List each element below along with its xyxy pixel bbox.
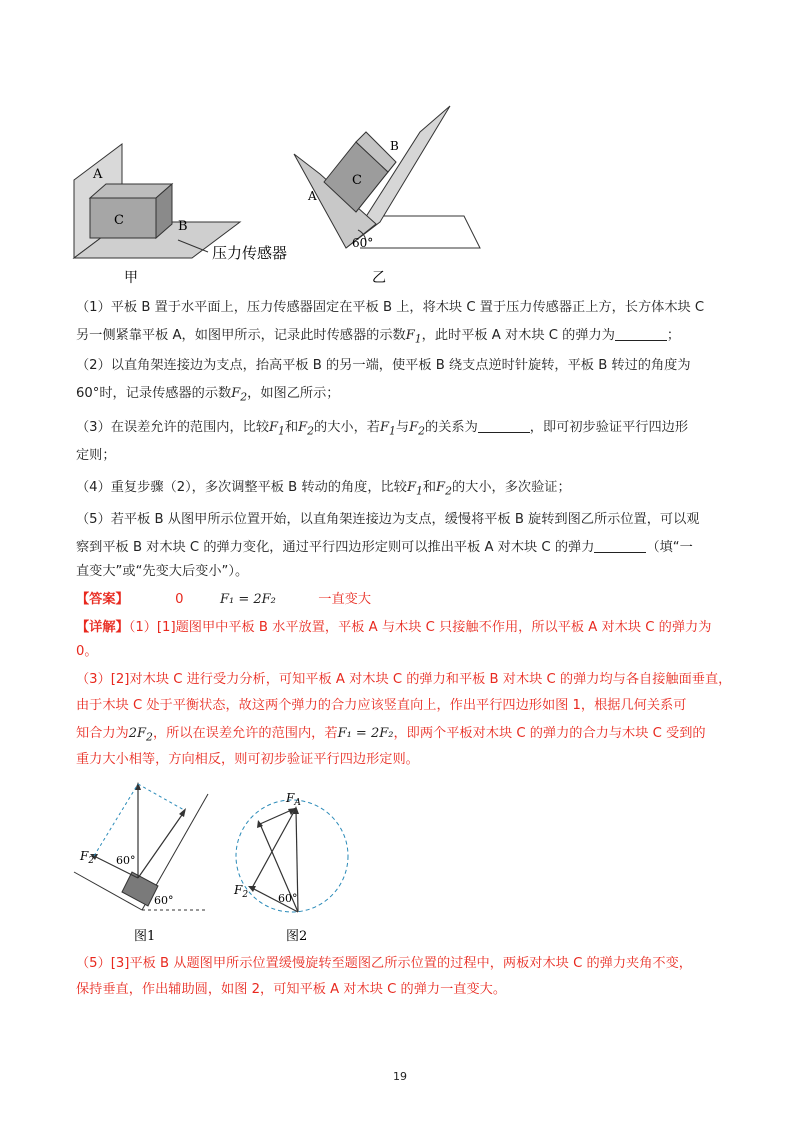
figure-yi — [280, 92, 480, 290]
label-a: A — [308, 189, 317, 203]
q5-line2: 察到平板 B 对木块 C 的弹力变化，通过平行四边形定则可以推出平板 A 对木块 C 的弹力 （填“一 — [76, 540, 693, 555]
label-b: B — [178, 219, 188, 234]
page-number: 19 — [393, 1070, 407, 1083]
caption-yi: 乙 — [372, 270, 386, 286]
q3-line2: 定则； — [76, 448, 116, 463]
angle-label: 60° — [352, 236, 374, 250]
explain-p3-line2: 由于木块 C 处于平衡状态，故这两个弹力的合力应该竖直向上，作出平行四边形如图 1，根据几何关系可 — [76, 698, 687, 713]
q4-line: （4）重复步骤（2），多次调整平板 B 转动的角度，比较$F_1$和$F_2$的大小，多次验证； — [76, 480, 571, 498]
explain-p3-line1: （3）[2]对木块 C 进行受力分析，可知平板 A 对木块 C 的弹力和平板 B 对木块 C 的弹力均与各自接触面垂直， — [76, 672, 732, 687]
q1-line2: 另一侧紧靠平板 A，如图甲所示，记录此时传感器的示数$F_1$，此时平板 A 对木块 C 的弹力为 ； — [76, 328, 681, 346]
figure-2 — [230, 780, 360, 945]
explain-p5-line2: 保持垂直，作出辅助圆，如图 2，可知平板 A 对木块 C 的弹力一直变大。 — [76, 982, 507, 997]
q5-line1: （5）若平板 B 从图甲所示位置开始，以直角架连接边为支点，缓慢将平板 B 旋转到图乙所示位置，可以观 — [76, 512, 700, 527]
label-c: C — [352, 173, 362, 188]
fa-label: $F_A$ — [286, 791, 301, 808]
figure-1 — [70, 780, 230, 945]
explain-p3-line4: 重力大小相等，方向相反，则可初步验证平行四边形定则。 — [76, 752, 419, 767]
explain-p1-end: 0。 — [76, 644, 98, 659]
explain-p1: 【详解】（1）[1]题图甲中平板 B 水平放置，平板 A 与木块 C 只接触不作用，所以平板 A 对木块 C 的弹力为 — [76, 620, 712, 635]
angle-top: 60° — [116, 854, 136, 867]
caption-fig2: 图2 — [286, 929, 308, 944]
explain-p5-line1: （5）[3]平板 B 从题图甲所示位置缓慢旋转至题图乙所示位置的过程中，两板对木块 C 的弹力夹角不变， — [76, 956, 692, 971]
caption-fig1: 图1 — [134, 929, 156, 944]
q2-line1: （2）以直角架连接边为支点，抬高平板 B 的另一端，使平板 B 绕支点逆时针旋转，平板 B 转过的角度为 — [76, 358, 691, 373]
angle-bottom: 60° — [154, 894, 174, 907]
sensor-label: 压力传感器 — [212, 244, 288, 262]
f2-label: $F_2$ — [234, 883, 249, 900]
label-a: A — [93, 167, 103, 182]
label-b: B — [390, 139, 399, 153]
answer-line: 【答案】 0 F₁ = 2F₂ 一直变大 — [76, 592, 372, 607]
q3-line1: （3）在误差允许的范围内，比较$F_1$和$F_2$的大小，若$F_1$与$F_2$的关系为 ，即可初步验证平行四边形 — [76, 420, 689, 438]
explain-p3-line3: 知合力为$2F_2$，所以在误差允许的范围内，若F₁ = 2F₂，即两个平板对木块 C 的弹力的合力与木块 C 受到的 — [76, 726, 706, 744]
label-c: C — [114, 213, 124, 228]
f2-label: $F_2$ — [80, 849, 95, 866]
q1-line1: （1）平板 B 置于水平面上，压力传感器固定在平板 B 上，将木块 C 置于压力传感器正上方，长方体木块 C — [76, 300, 705, 315]
q2-line2: 60°时，记录传感器的示数$F_2$，如图乙所示； — [76, 386, 340, 404]
caption-jia: 甲 — [124, 270, 138, 286]
angle-label: 60° — [278, 892, 298, 905]
q5-line3: 直变大”或“先变大后变小”）。 — [76, 564, 249, 579]
